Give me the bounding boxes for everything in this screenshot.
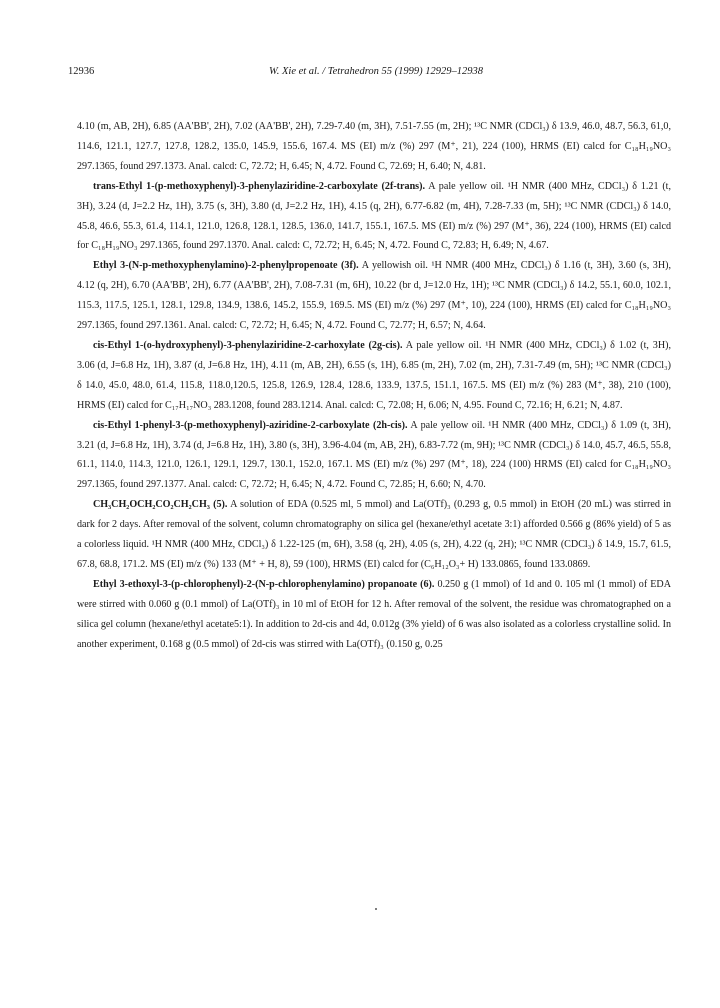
- experimental-text: [77, 117, 671, 654]
- compound-title: cis-Ethyl 1-(o-hydroxyphenyl)-3-phenylaziridine-2-carhoxylate (2g-cis).: [93, 339, 403, 351]
- paragraph-text: 0.250 g (1 mmol) of 1d and 0. 105 ml (1 mmol) of EDA were stirred with 0.060 g (0.1 mmol) of La(OTf)₃ in 10 ml of EtOH for 12 h. After removal of the solvent, the residue was chromatographed on a silica gel column (hexane/ethyl acetate5:1). In addition to 2d-cis and 4d, 0.012g (3% yield) of 6 was also isolated as a colorless crystalline solid. In another experiment, 0.168 g (0.5 mmol) of 2d-cis was stirred with La(OTf)₃ (0.150 g, 0.25: [77, 578, 671, 650]
- page-number: 12936: [68, 66, 95, 77]
- compound-title: Ethyl 3-ethoxyl-3-(p-chlorophenyl)-2-(N-p-chlorophenylamino) propanoate (6).: [93, 578, 435, 590]
- paragraph-2f-trans: [77, 177, 671, 257]
- paragraph-text: 4.10 (m, AB, 2H), 6.85 (AA'BB', 2H), 7.02 (AA'BB', 2H), 7.29-7.40 (m, 3H), 7.51-7.55 (m, 2H); ¹³C NMR (CDCl₃) δ 13.9, 46.0, 48.7, 56.3, 61,0, 114.6, 121.1, 127.7, 127.8, 128.2, 135.0, 145.9, 155.6, 167.4. MS (EI) m/z (%) 297 (M⁺, 21), 224 (100), HRMS (EI) calcd for C₁₈H₁₉NO₃ 297.1365, found 297.1373. Anal. calcd: C, 72.72; H, 6.45; N, 4.72. Found C, 72.69; H, 6.40; N, 4.81.: [77, 121, 671, 172]
- paragraph-text: A pale yellow oil. ¹H NMR (400 MHz, CDCl₃) δ 1.09 (t, 3H), 3.21 (d, J=6.8 Hz, 1H), 3.74 (d, J=6.8 Hz, 1H), 3.80 (s, 3H), 3.96-4.04 (m, AB, 2H), 6.83-7.72 (m, 9H); ¹³C NMR (CDCl₃) δ 14.0, 45.7, 46.5, 55.8, 61.1, 114.0, 114.3, 121.0, 126.1, 129.1, 129.7, 130.1, 152.0, 167.1. MS (EI) m/z (%) 297 (M⁺, 18), 224 (100) HRMS (EI) calcd for C₁₈H₁₉NO₃ 297.1365, found 297.1377. Anal. calcd: C, 72.72; H, 6.45; N, 4.72. Found C, 72.85; H, 6.60; N, 4.70.: [77, 419, 671, 491]
- compound-title: CH₃CH₂OCH₂CO₂CH₂CH₃ (5).: [93, 499, 228, 511]
- compound-title: Ethyl 3-(N-p-methoxyphenylamino)-2-phenylpropenoate (3f).: [93, 260, 359, 272]
- paragraph-text: A pale yellow oil. ¹H NMR (400 MHz, CDCl₃) δ 1.02 (t, 3H), 3.06 (d, J=6.8 Hz, 1H), 3.87 (d, J=6.8 Hz, 1H), 4.11 (m, AB, 2H), 6.55 (s, 1H), 6.85 (m, 2H), 7.02 (m, 2H), 7.31-7.49 (m, 5H); ¹³C NMR (CDCl₃) δ 14.0, 45.0, 48.0, 61.4, 115.8, 118.0,120.5, 125.8, 126.9, 128.4, 128.6, 133.9, 137.5, 151.1, 167.5. MS (EI) m/z (%) 283 (M⁺, 38), 210 (100), HRMS (EI) calcd for C₁₇H₁₇NO₃ 283.1208, found 283.1214. Anal. calcd: C, 72.08; H, 6.06; N, 4.95. Found C, 72.16; H, 6.21; N, 4.87.: [77, 339, 672, 411]
- paragraph-text: A yellowish oil. ¹H NMR (400 MHz, CDCl₃) δ 1.16 (t, 3H), 3.60 (s, 3H), 4.12 (q, 2H), 6.70 (AA'BB', 2H), 6.77 (AA'BB', 2H), 7.08-7.31 (m, 6H), 10.22 (br d, J=12.0 Hz, 1H); ¹³C NMR (CDCl₃) δ 14.2, 55.1, 60.0, 102.1, 115.3, 117.5, 125.1, 128.1, 129.8, 134.9, 138.6, 145.2, 155.9, 169.5. MS (EI) m/z (%) 297 (M⁺, 10), 224 (100), HRMS (EI) calcd for C₁₈H₁₉NO₃ 297.1365, found 297.1361. Anal. calcd: C, 72.72; H, 6.45; N, 4.72. Found C, 72.77; H, 6.57; N, 4.64.: [77, 260, 672, 332]
- paragraph-3f: [77, 256, 671, 336]
- compound-title: cis-Ethyl 1-phenyl-3-(p-methoxyphenyl)-aziridine-2-carboxylate (2h-cis).: [93, 419, 408, 431]
- paragraph-continuation: [77, 117, 671, 177]
- page-header: [68, 66, 684, 82]
- compound-title: trans-Ethyl 1-(p-methoxyphenyl)-3-phenylaziridine-2-carboxylate (2f-trans).: [93, 180, 425, 192]
- paragraph-compound-6: [77, 575, 671, 655]
- paragraph-2g-cis: [77, 336, 671, 416]
- paragraph-text: A pale yellow oil. ¹H NMR (400 MHz, CDCl₃) δ 1.21 (t, 3H), 3.24 (d, J=2.2 Hz, 1H), 3.75 (s, 3H), 3.80 (d, J=2.2 Hz, 1H), 4.15 (q, 2H), 6.77-6.82 (m, 4H), 7.28-7.33 (m, 5H); ¹³C NMR (CDCl₃) δ 14.0, 45.8, 46.6, 55.3, 61.4, 114.1, 121.0, 126.8, 128.1, 128.5, 136.0, 141.7, 155.1, 167.5. MS (EI) m/z (%) 297 (M⁺, 36), 224 (100), HRMS (EI) calcd for C₁₈H₁₉NO₃ 297.1365, found 297.1370. Anal. calcd: C, 72.72; H, 6.45; N, 4.72. Found C, 72.83; H, 6.49; N, 4.67.: [77, 180, 672, 252]
- paragraph-text: A solution of EDA (0.525 ml, 5 mmol) and La(OTf)₃ (0.293 g, 0.5 mmol) in EtOH (20 mL) was stirred in dark for 2 days. After removal of the solvent, column chromatography on silica gel (hexane/ethyl acetate 3:1) afforded 0.566 g (86% yield) of 5 as a colorless liquid. ¹H NMR (400 MHz, CDCl₃) δ 1.22-125 (m, 6H), 3.58 (q, 2H), 4.05 (s, 2H), 4.22 (q, 2H); ¹³C NMR (CDCl₃) δ 14.9, 15.7, 61.5, 67.8, 68.8, 171.2. MS (EI) m/z (%) 133 (M⁺ + H, 8), 59 (100), HRMS (EI) calcd for (C₆H₁₂O₃+ H) 133.0865, found 133.0869.: [77, 499, 671, 570]
- running-title: W. Xie et al. / Tetrahedron 55 (1999) 12929–12938: [268, 66, 484, 77]
- paragraph-2h-cis: [77, 416, 671, 496]
- speck-mark: [375, 908, 377, 910]
- paragraph-compound-5: [77, 495, 671, 575]
